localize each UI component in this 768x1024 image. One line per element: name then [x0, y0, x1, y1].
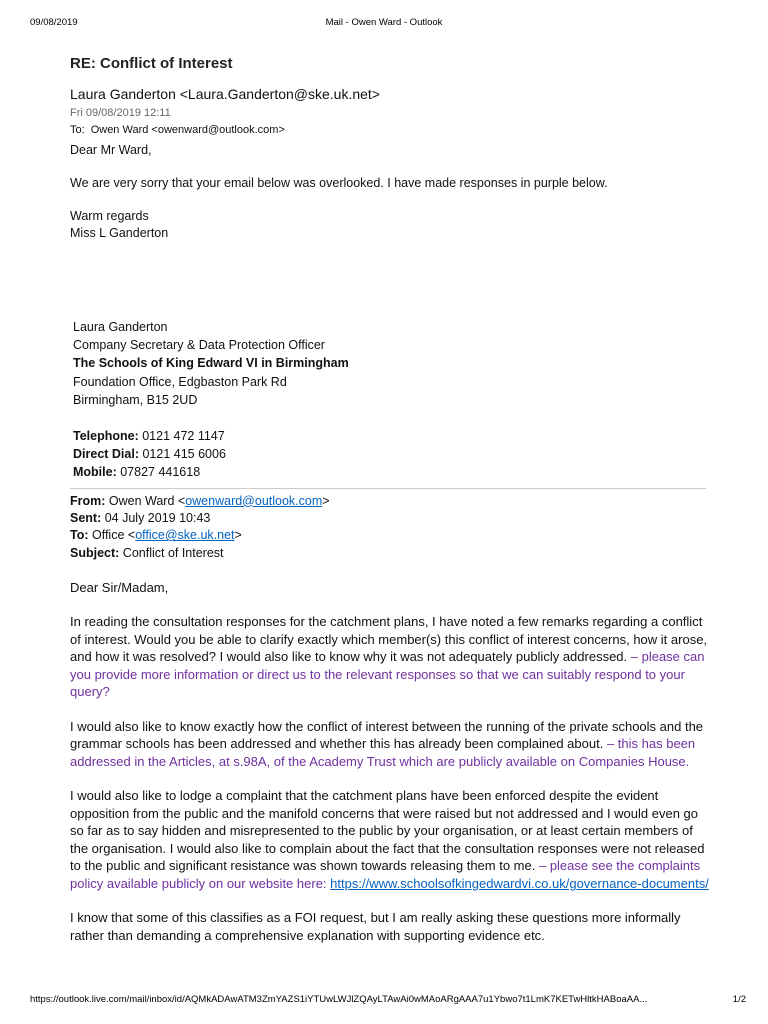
- to-label: To:: [70, 124, 85, 136]
- quoted-paragraph-4: I know that some of this classifies as a FOI request, but I am really asking these questions more informally rather than demanding a comprehensive explanation with supporting evidence etc.: [70, 910, 681, 943]
- signature-address-1: Foundation Office, Edgbaston Park Rd: [73, 374, 287, 389]
- quoted-subject: Subject: Conflict of Interest: [70, 545, 224, 560]
- sender-line[interactable]: Laura Ganderton <Laura.Ganderton@ske.uk.net>: [70, 86, 380, 102]
- reply-greeting: Dear Mr Ward,: [70, 143, 152, 157]
- quoted-to-email-link[interactable]: office@ske.uk.net: [135, 528, 235, 543]
- print-footer: [0, 994, 768, 1006]
- signature-mobile: Mobile: 07827 441618: [73, 465, 201, 480]
- email-subject: RE: Conflict of Interest: [70, 55, 233, 72]
- signature-name: Laura Ganderton: [73, 320, 168, 334]
- quoted-message-body: [70, 579, 710, 945]
- signature-address-2: Birmingham, B15 2UD: [73, 392, 198, 407]
- reply-intro: We are very sorry that your email below was overlooked. I have made responses in purple below.: [70, 176, 608, 190]
- closing-line: Warm regards: [70, 209, 149, 223]
- print-title: Mail - Owen Ward - Outlook: [325, 17, 443, 28]
- print-url: https://outlook.live.com/mail/inbox/id/AQMkADAwATM3ZmYAZS1iYTUwLWJlZQAyLTAwAi0wMAoARgAAA7u1Ybwo7t1LmK7KETwHltkHABoaAA...: [30, 994, 648, 1005]
- reply-annotation-3: – please see the complaints policy available publicly on our website here:: [70, 858, 701, 891]
- print-header: [0, 17, 768, 29]
- quoted-salutation: Dear Sir/Madam,: [70, 579, 169, 595]
- recipient-line: [70, 123, 710, 137]
- signature-org: The Schools of King Edward VI in Birmingham: [73, 356, 349, 371]
- quoted-sent: Sent: 04 July 2019 10:43: [70, 510, 211, 525]
- signature-direct-dial: Direct Dial: 0121 415 6006: [73, 447, 226, 462]
- recipient-value[interactable]: Owen Ward <owenward@outlook.com>: [90, 124, 285, 136]
- signature-telephone: Telephone: 0121 472 1147: [73, 429, 225, 444]
- quoted-paragraph-1: In reading the consultation responses for the catchment plans, I have noted a few remarks regarding a conflict of interest. Would you be able to clarify exactly which member(s) this conflict of interest concerns, how it arose, and how it was resolved? I would also like to know why it was not adequately publicly addressed. – please can you provide more information or direct us to the relevant responses so that we can suitably respond to your query?: [70, 614, 708, 700]
- print-page-number: 1/2: [732, 994, 746, 1005]
- governance-documents-link[interactable]: https://www.schoolsofkingedwardvi.co.uk/governance-documents/: [330, 875, 709, 891]
- quoted-from: From: Owen Ward <owenward@outlook.com>: [70, 493, 330, 508]
- quoted-divider: [70, 488, 706, 489]
- reply-annotation-1: – please can you provide more information or direct us to the relevant responses so that we can suitably respond to your query?: [70, 649, 705, 700]
- sent-datetime: Fri 09/08/2019 12:11: [70, 107, 171, 119]
- email-signature: [73, 318, 710, 482]
- reply-annotation-2: – this has been addressed in the Articles, at s.98A, of the Academy Trust which are publicly available on Companies House.: [70, 736, 696, 769]
- quoted-paragraph-2: I would also like to know exactly how the conflict of interest between the running of the private schools and the grammar schools has been addressed and whether this has already been complained about. – this has been addressed in the Articles, at s.98A, of the Academy Trust which are publicly available on Companies House.: [70, 718, 704, 769]
- quoted-header: [70, 493, 710, 562]
- print-date: 09/08/2019: [30, 17, 78, 28]
- quoted-to: To: Office <office@ske.uk.net>: [70, 528, 242, 543]
- closing-name: Miss L Ganderton: [70, 226, 169, 240]
- reply-closing: [70, 208, 710, 242]
- signature-role: Company Secretary & Data Protection Officer: [73, 338, 325, 353]
- quoted-paragraph-3: I would also like to lodge a complaint that the catchment plans have been enforced despite the evident opposition from the public and the manifold concerns that were raised but not addressed and I would even go so far as to say hidden and misrepresented to the public by your organisation, or at least certain members of the organisation. I would also like to complain about the fact that the consultation responses were not released to the public and significant resistance was shown towards releasing them to me. – please see the complaints policy available publicly on our website here: https://www.schoolsofkingedwardvi.co.uk/governance-documents/: [70, 788, 709, 891]
- quoted-from-email-link[interactable]: owenward@outlook.com: [185, 493, 323, 508]
- email-reading-pane: [70, 52, 710, 944]
